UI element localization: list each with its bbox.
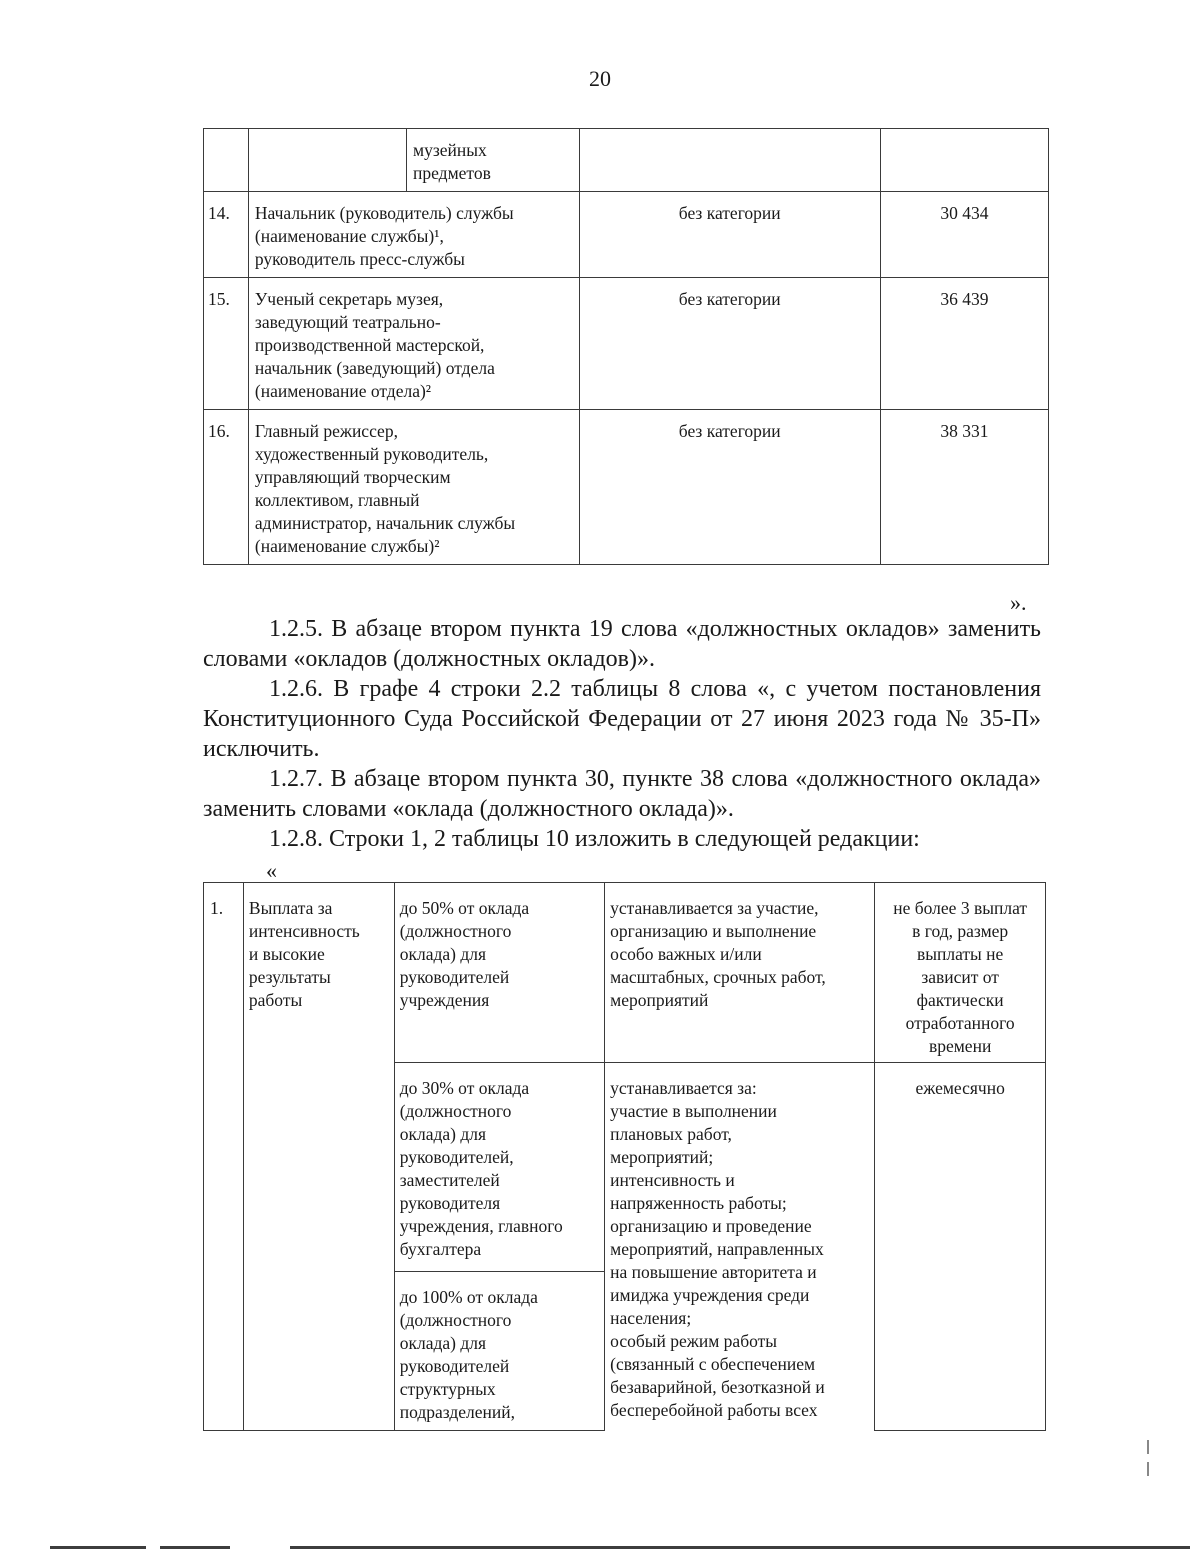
payment-periodicity: не более 3 выплат в год, размер выплаты не зависит от фактически отработанного времени (893, 898, 1028, 1056)
paragraph-1-2-8: 1.2.8. Строки 1, 2 таблицы 10 изложить в следующей редакции: (269, 826, 920, 852)
qualification-category: без категории (579, 410, 880, 565)
paragraph-1-2-7: 1.2.7. В абзаце втором пункта 30, пункте 38 слова «должностного оклада» заменить словами «оклада (должностного оклада)». (203, 766, 1041, 822)
salary-amount: 30 434 (880, 192, 1048, 278)
payment-conditions: устанавливается за: участие в выполнении плановых работ, мероприятий; интенсивность и напряженность работы; организацию и проведение мероприятий, направленных на повышение авторитета и имиджа учреждения среди населения; особый режим работы (связанный с обеспечением безаварийной, безотказной и бесперебойной работы всех (610, 1078, 825, 1420)
table-row (204, 410, 1049, 565)
qualification-category: без категории (579, 278, 880, 410)
row-number: 15. (204, 278, 249, 410)
scan-artifact-line (290, 1546, 1190, 1549)
payments-table (203, 882, 1046, 1431)
position-title: Начальник (руководитель) службы (наименование службы)¹, руководитель пресс-службы (254, 203, 514, 269)
opening-quote: « (266, 858, 277, 883)
scan-mark (1147, 1462, 1149, 1476)
row-number: 14. (204, 192, 249, 278)
continuation-text: музейных предметов (413, 140, 491, 183)
positions-salary-table (203, 128, 1049, 565)
row-number: 16. (204, 410, 249, 565)
scan-artifact-line (160, 1546, 230, 1549)
table-row (204, 192, 1049, 278)
scan-mark (1147, 1440, 1149, 1454)
payment-name: Выплата за интенсивность и высокие результаты работы (248, 898, 360, 1010)
table-row (204, 129, 1049, 192)
page-number: 20 (589, 66, 611, 91)
paragraph-1-2-5: 1.2.5. В абзаце втором пункта 19 слова «должностных окладов» заменить словами «окладов (должностных окладов)». (203, 616, 1041, 672)
salary-amount: 38 331 (880, 410, 1048, 565)
scan-artifact-line (50, 1546, 146, 1549)
paragraph-1-2-6: 1.2.6. В графе 4 строки 2.2 таблицы 8 слова «, с учетом постановления Конституционного Суда Российской Федерации от 27 июня 2023 года № 35-П» исключить. (203, 676, 1041, 762)
payment-size: до 50% от оклада (должностного оклада) для руководителей учреждения (399, 898, 530, 1010)
payment-periodicity: ежемесячно (915, 1078, 1005, 1098)
amendment-paragraphs (203, 614, 1041, 854)
qualification-category: без категории (579, 192, 880, 278)
payment-size: до 100% от оклада (должностного оклада) для руководителей структурных подразделений, (399, 1287, 538, 1422)
position-title: Главный режиссер, художественный руководитель, управляющий творческим коллективом, главный администратор, начальник службы (наименование службы)² (254, 421, 516, 556)
position-title: Ученый секретарь музея, заведующий театрально- производственной мастерской, начальник (заведующий) отдела (наименование отдела)² (254, 289, 495, 401)
row-number: 1. (204, 883, 244, 1431)
table-row (204, 883, 1046, 1063)
salary-amount: 36 439 (880, 278, 1048, 410)
table-row (204, 278, 1049, 410)
closing-quote: ». (1010, 590, 1027, 615)
payment-size: до 30% от оклада (должностного оклада) для руководителей, заместителей руководителя учреждения, главного бухгалтера (399, 1078, 563, 1259)
payment-conditions: устанавливается за участие, организацию и выполнение особо важных и/или масштабных, срочных работ, мероприятий (610, 898, 826, 1010)
